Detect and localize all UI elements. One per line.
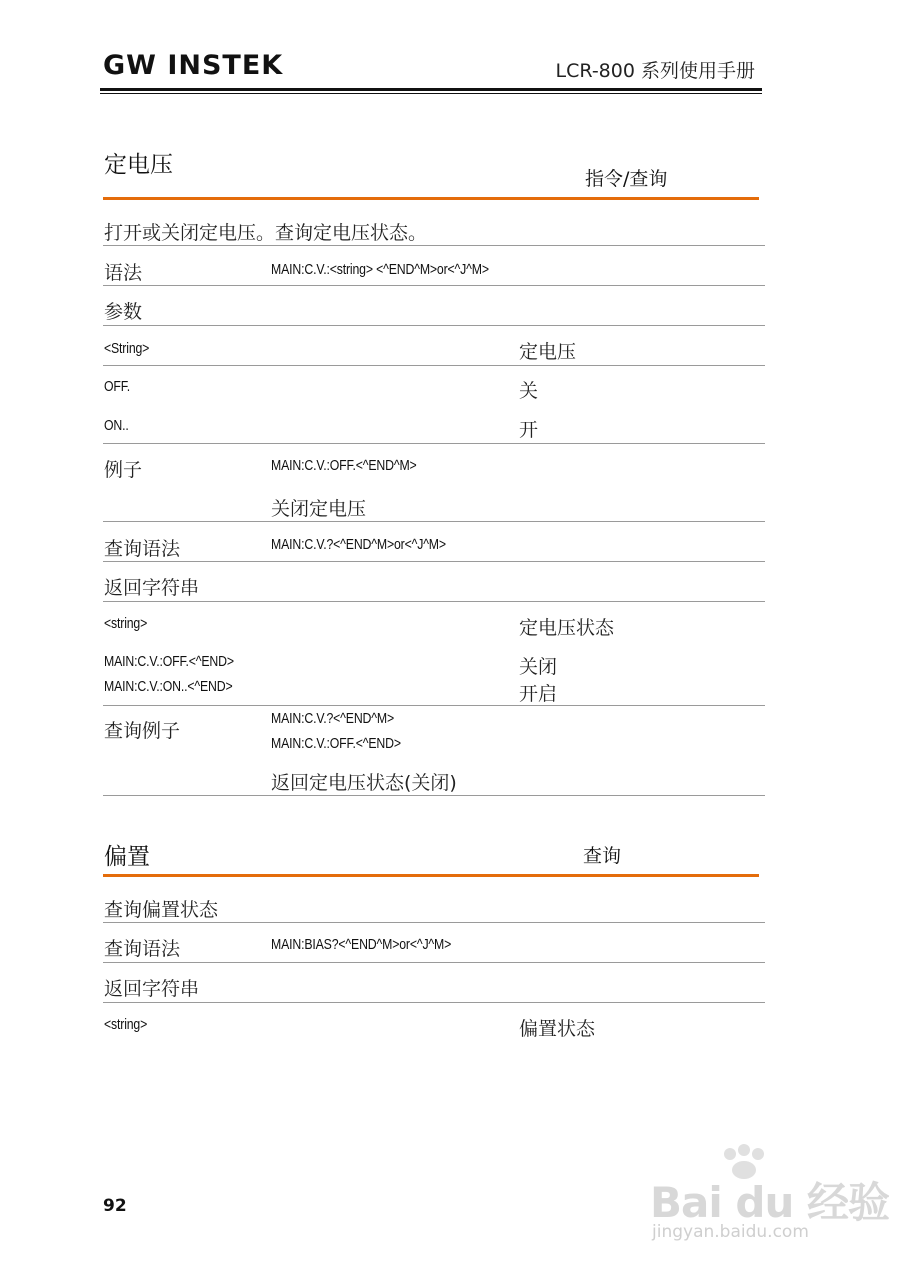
example-label: 例子 bbox=[104, 459, 143, 481]
return-off-desc: 关闭 bbox=[519, 656, 558, 678]
param-off: OFF. bbox=[104, 378, 130, 395]
manual-title: LCR-800 系列使用手册 bbox=[555, 60, 755, 82]
query-syntax-value: MAIN:C.V.?<^END^M>or<^J^M> bbox=[271, 536, 446, 553]
watermark bbox=[650, 1150, 889, 1250]
divider bbox=[103, 795, 765, 796]
page-number: 92 bbox=[103, 1196, 127, 1216]
divider bbox=[103, 365, 765, 366]
divider bbox=[103, 1002, 765, 1003]
divider bbox=[103, 705, 765, 706]
section-cv-description: 打开或关闭定电压。查询定电压状态。 bbox=[104, 222, 428, 244]
example-desc: 关闭定电压 bbox=[271, 498, 367, 520]
section-cv-accent-rule bbox=[103, 197, 759, 200]
return-on-desc: 开启 bbox=[519, 683, 558, 705]
header-rule bbox=[100, 88, 762, 91]
params-label: 参数 bbox=[104, 301, 143, 323]
return-off: MAIN:C.V.:OFF.<^END> bbox=[104, 653, 234, 670]
return-label: 返回字符串 bbox=[104, 577, 200, 599]
query-example-1: MAIN:C.V.?<^END^M> bbox=[271, 710, 394, 727]
section-cv-title: 定电压 bbox=[104, 152, 173, 178]
divider bbox=[103, 561, 765, 562]
query-example-desc: 返回定电压状态(关闭) bbox=[271, 772, 457, 794]
watermark-text: Bai du 经验 bbox=[650, 1178, 889, 1227]
syntax-value: MAIN:C.V.:<string> <^END^M>or<^J^M> bbox=[271, 261, 489, 278]
param-off-desc: 关 bbox=[519, 380, 539, 402]
bias-return-label: 返回字符串 bbox=[104, 978, 200, 1000]
section-bias-title: 偏置 bbox=[104, 844, 150, 870]
divider bbox=[103, 285, 765, 286]
divider bbox=[103, 245, 765, 246]
header-rule-thin bbox=[100, 93, 762, 94]
divider bbox=[103, 601, 765, 602]
bias-query-syntax-label: 查询语法 bbox=[104, 938, 181, 960]
query-example-label: 查询例子 bbox=[104, 720, 181, 742]
section-bias-accent-rule bbox=[103, 874, 759, 877]
divider bbox=[103, 962, 765, 963]
section-cv-type: 指令/查询 bbox=[585, 168, 668, 190]
bias-query-syntax-value: MAIN:BIAS?<^END^M>or<^J^M> bbox=[271, 936, 452, 953]
divider bbox=[103, 922, 765, 923]
query-example-2: MAIN:C.V.:OFF.<^END> bbox=[271, 735, 401, 752]
return-on: MAIN:C.V.:ON..<^END> bbox=[104, 678, 233, 695]
syntax-label: 语法 bbox=[104, 262, 143, 284]
bias-return-name: <string> bbox=[104, 1016, 148, 1033]
return-name: <string> bbox=[104, 615, 148, 632]
return-desc: 定电压状态 bbox=[519, 617, 615, 639]
param-name: <String> bbox=[104, 340, 150, 357]
divider bbox=[103, 521, 765, 522]
section-bias-description: 查询偏置状态 bbox=[104, 899, 219, 921]
param-desc: 定电压 bbox=[519, 341, 577, 363]
brand-logo: GW INSTEK bbox=[103, 50, 284, 81]
divider bbox=[103, 325, 765, 326]
watermark-url: jingyan.baidu.com bbox=[652, 1222, 809, 1242]
section-bias-type: 查询 bbox=[583, 845, 622, 867]
param-on: ON.. bbox=[104, 417, 129, 434]
query-syntax-label: 查询语法 bbox=[104, 538, 181, 560]
param-on-desc: 开 bbox=[519, 419, 539, 441]
bias-return-desc: 偏置状态 bbox=[519, 1018, 596, 1040]
divider bbox=[103, 443, 765, 444]
example-code: MAIN:C.V.:OFF.<^END^M> bbox=[271, 457, 417, 474]
